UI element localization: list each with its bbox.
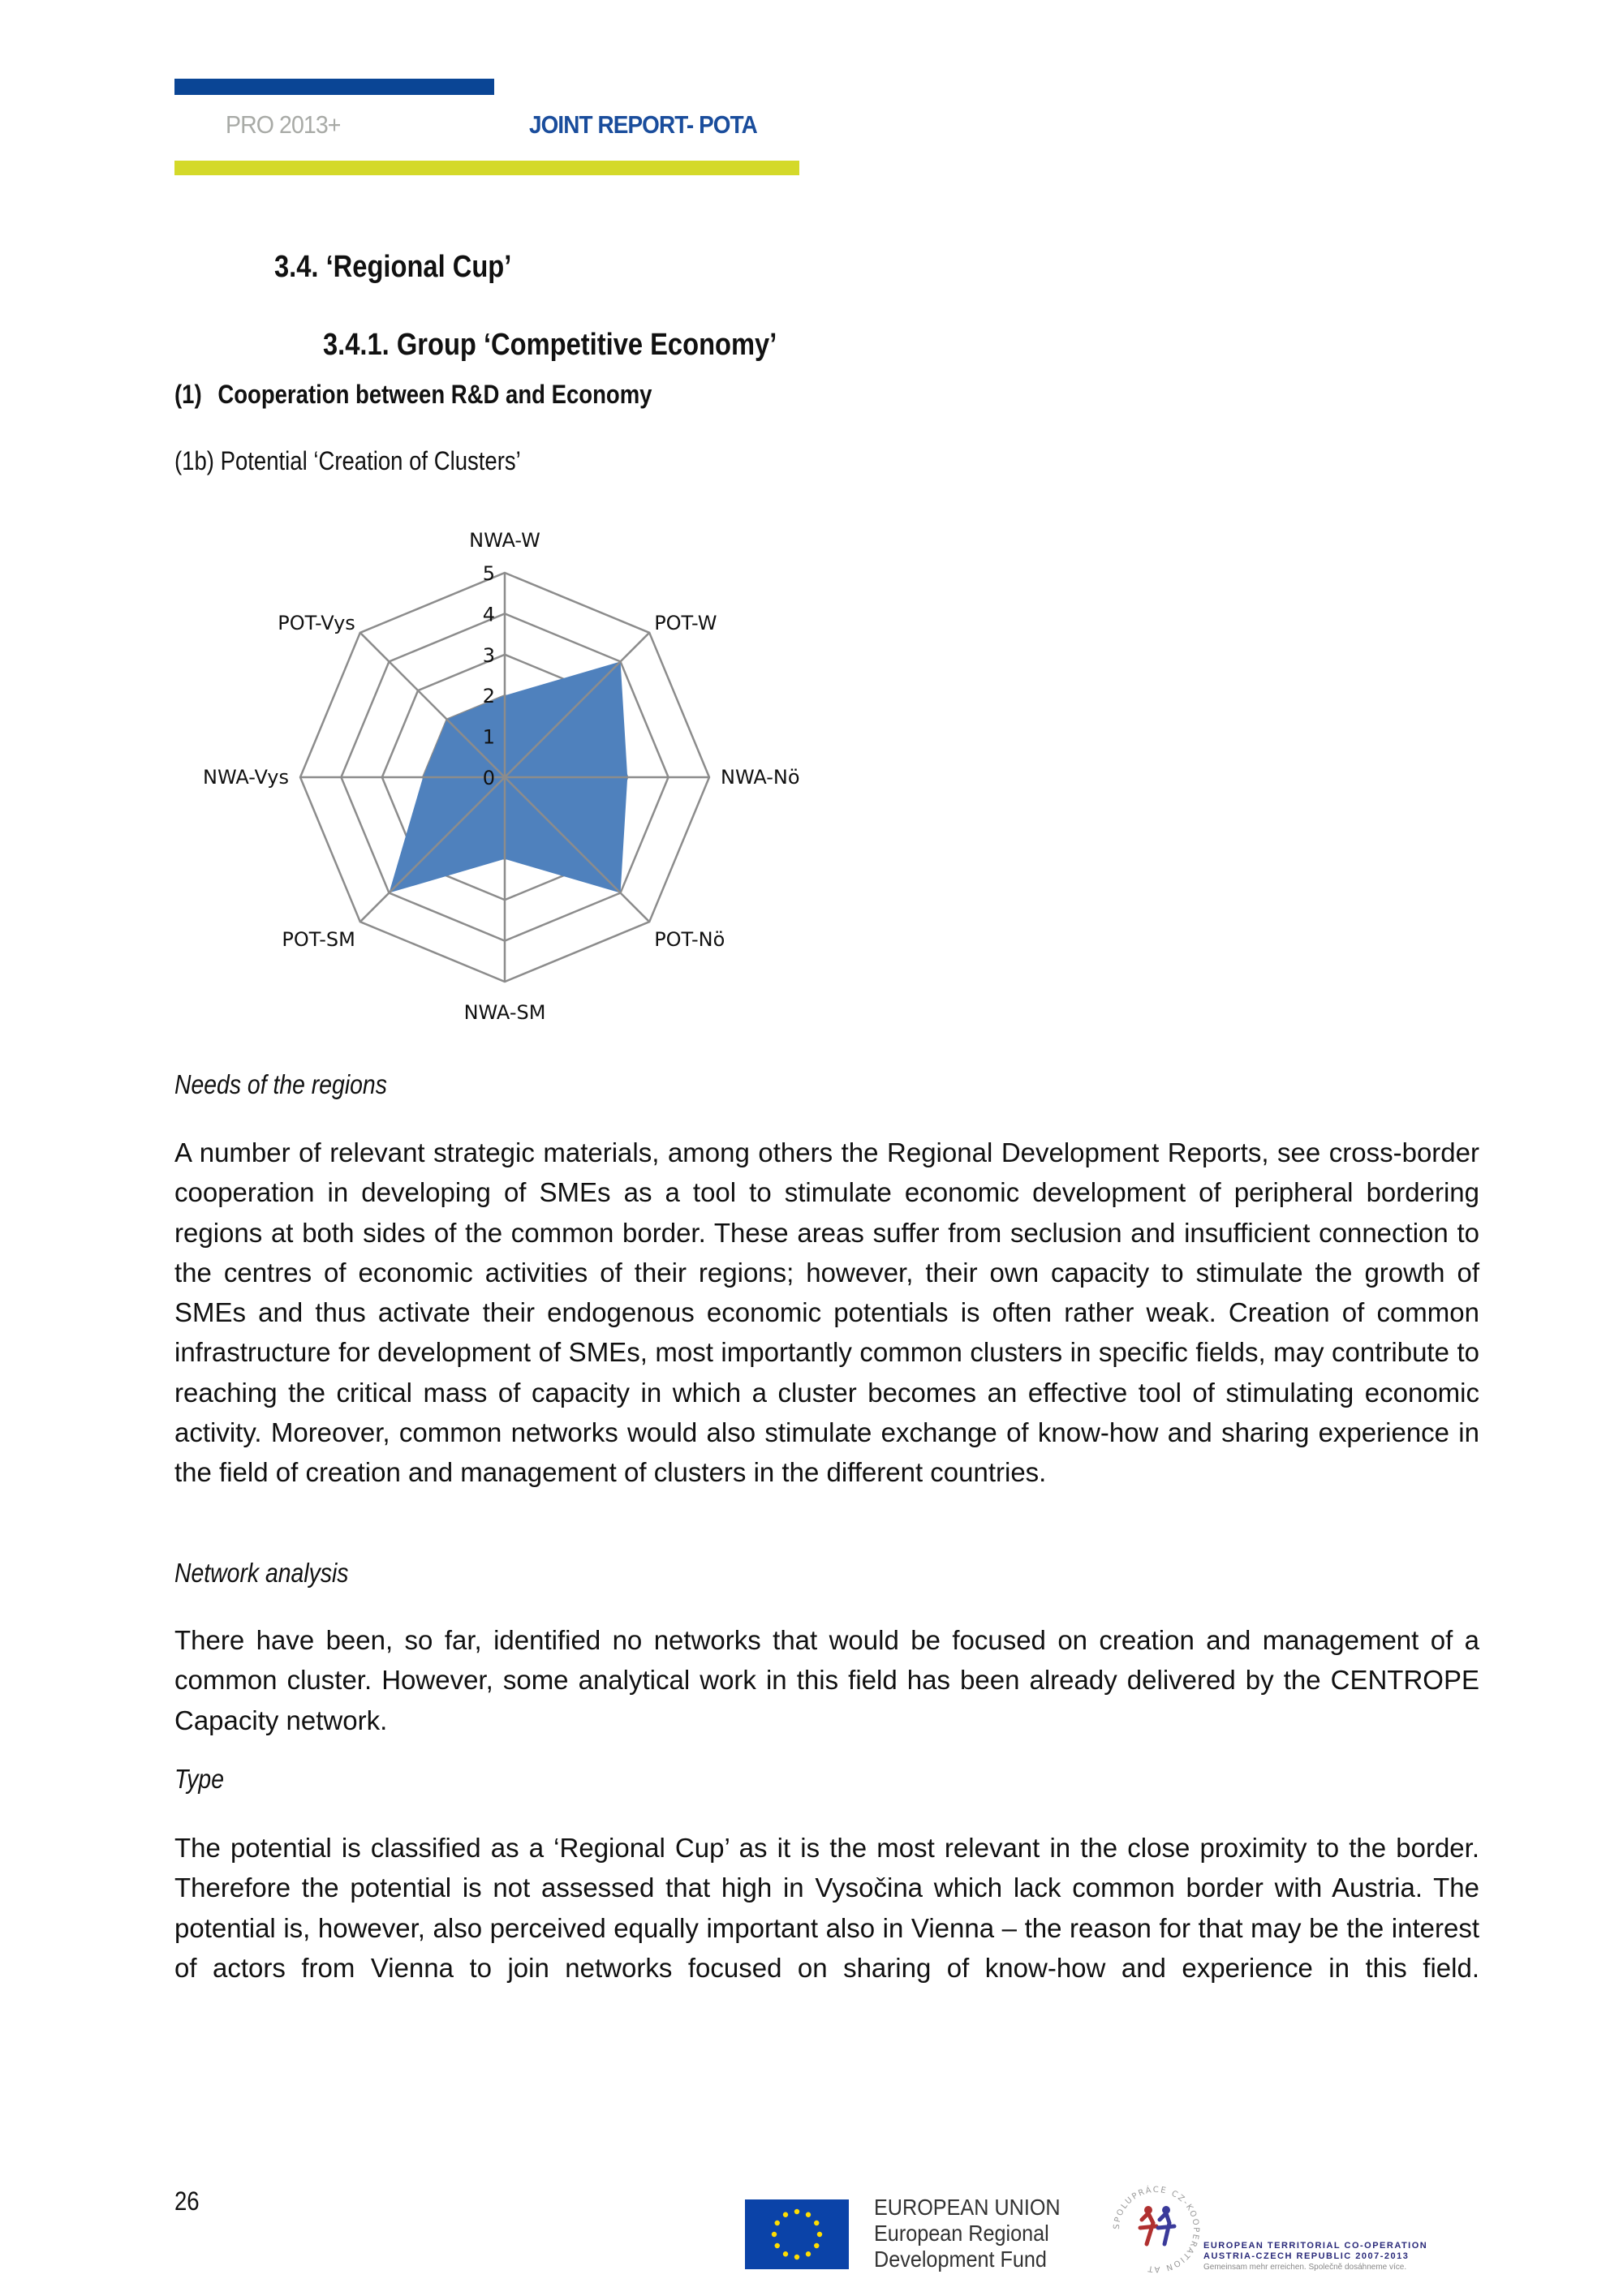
section-title-needs: Needs of the regions xyxy=(174,1069,387,1099)
coop-line-2: AUSTRIA-CZECH REPUBLIC 2007-2013 xyxy=(1203,2251,1410,2261)
svg-text:3: 3 xyxy=(482,643,495,667)
territorial-cooperation-label xyxy=(1203,2241,1427,2272)
radar-axis-label: NWA-W xyxy=(469,529,540,552)
potential-heading: (1b) Potential ‘Creation of Clusters’ xyxy=(174,446,521,475)
radar-axis-label: POT-Vys xyxy=(278,611,355,634)
radar-axis-label: POT-SM xyxy=(282,928,355,952)
header-report-title: JOINT REPORT- POTA xyxy=(529,110,757,139)
eu-flag-icon xyxy=(745,2199,849,2269)
header-left-label: PRO 2013+ xyxy=(226,110,341,139)
radar-axis-label: POT-Nö xyxy=(654,928,725,952)
cooperation-logo-icon xyxy=(1108,2181,1205,2278)
item-heading xyxy=(174,380,652,410)
radar-axis-label: NWA-SM xyxy=(463,1001,546,1024)
header-blue-bar xyxy=(174,79,494,95)
item-title: Cooperation between R&D and Economy xyxy=(217,380,652,409)
radar-axis-label: POT-W xyxy=(654,611,717,634)
coop-line-1: EUROPEAN TERRITORIAL CO-OPERATION xyxy=(1203,2241,1428,2251)
radar-axis-label: NWA-Vys xyxy=(203,766,289,789)
section-title-type: Type xyxy=(174,1764,224,1794)
page-number: 26 xyxy=(174,2186,200,2216)
section-heading: 3.4. ‘Regional Cup’ xyxy=(274,250,512,284)
svg-text:4: 4 xyxy=(482,603,495,626)
svg-text:5: 5 xyxy=(482,562,495,585)
radar-chart xyxy=(162,519,852,1038)
paragraph-needs: A number of relevant strategic materials, among others the Regional Development Reports, see cross-border cooperation in developing of SMEs as a tool to stimulate economic development of peripheral bordering regions at both sides of the common border. These areas suffer from seclusion and insufficient connection to the centres of economic activities of their regions; however, their own capacity to stimulate the growth of SMEs and thus activate their endogenous economic potentials is often rather weak. Creation of common infrastructure for development of SMEs, most importantly common clusters in specific fields, may contribute to reaching the critical mass of capacity in which a cluster becomes an effective tool of stimulating economic activity. Moreover, common networks would also stimulate exchange of know-how and sharing experience in the field of creation and management of clusters in the different countries. xyxy=(174,1137,1479,1488)
eu-line-3: Development Fund xyxy=(874,2247,1047,2272)
paragraph-type: The potential is classified as a ‘Regional Cup’ as it is the most relevant in the close proximity to the border. Therefore the potential is not assessed that high in Vysočina which lack common border with Austria. The potential is, however, also perceived equally important also in Vienna – the reason for that may be the interest of actors from Vienna to join networks focused on sharing of know-how and experience in this field. xyxy=(174,1833,1479,1983)
subsection-heading: 3.4.1. Group ‘Competitive Economy’ xyxy=(323,328,777,362)
radar-axis-label: NWA-Nö xyxy=(721,766,800,789)
section-title-network-analysis: Network analysis xyxy=(174,1558,349,1588)
radar-spokes xyxy=(300,573,709,982)
eu-line-2: European Regional xyxy=(874,2221,1049,2246)
item-number: (1) xyxy=(174,380,202,409)
svg-text:2: 2 xyxy=(482,685,495,708)
svg-text:SPOLUPRÁCE CZ-KOOPERATION AT: SPOLUPRÁCE CZ-KOOPERATION AT xyxy=(1112,2185,1201,2274)
svg-text:1: 1 xyxy=(482,725,495,749)
svg-text:0: 0 xyxy=(482,767,495,789)
paragraph-network-analysis: There have been, so far, identified no networks that would be focused on creation and management of a common cluster. However, some analytical work in this field has been already delivered by the CENTROPE Capacity network. xyxy=(174,1625,1479,1735)
eu-fund-label xyxy=(874,2195,1061,2272)
coop-tagline: Gemeinsam mehr erreichen. Společně dosáhneme více. xyxy=(1203,2263,1407,2272)
eu-line-1: EUROPEAN UNION xyxy=(874,2195,1061,2220)
header-yellow-bar xyxy=(174,161,799,175)
